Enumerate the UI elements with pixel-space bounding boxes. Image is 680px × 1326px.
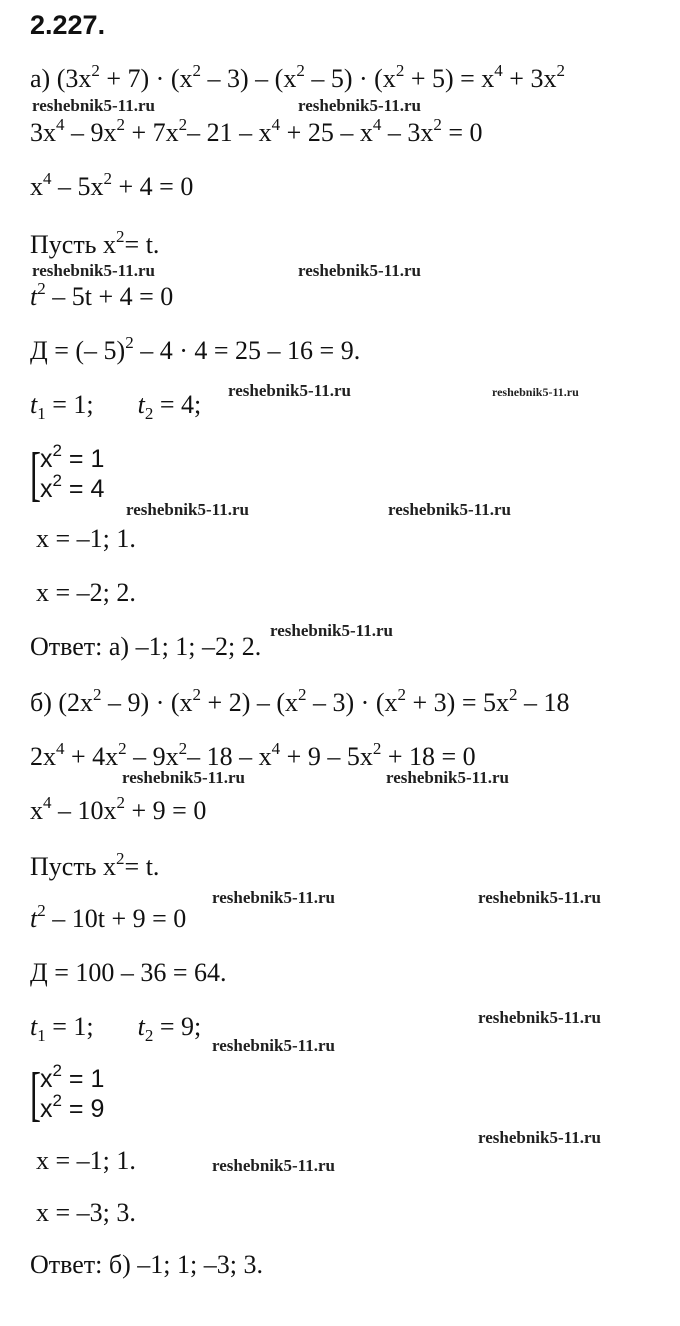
part-a-substitution: Пусть $x^2= t$. (30, 227, 160, 259)
part-b-simplified: $x^4 - 10x^2 + 9 = 0$ (30, 793, 207, 825)
part-a-discriminant: Д = (– 5)$^2$ – 4 · 4 = 25 – 16 = 9. (30, 333, 361, 365)
part-a-system-row-2: $x^2 = 4$ (40, 471, 105, 503)
part-b-system-row-2: $x^2 = 9$ (40, 1091, 105, 1123)
part-b-x-second: x = –3; 3. (36, 1198, 136, 1227)
part-b-quadratic: $t^2 - 10t + 9 = 0$ (30, 901, 187, 933)
watermark: reshebnik5-11.ru (270, 621, 393, 640)
watermark: reshebnik5-11.ru (212, 1156, 335, 1175)
watermark: reshebnik5-11.ru (478, 1128, 601, 1147)
part-a-answer: Ответ: а) –1; 1; –2; 2. (30, 632, 262, 661)
watermark: reshebnik5-11.ru (478, 888, 601, 907)
part-b-equation: б) $(2x^2 - 9) \cdot (x^2 + 2) - (x^2 - 3) \cdot (x^2 + 3) = 5x^2 - 18$ (30, 685, 570, 717)
watermark: reshebnik5-11.ru (388, 500, 511, 519)
part-b-x-first: x = –1; 1. (36, 1146, 136, 1175)
part-a-roots: $t_1 = 1$; $t_2 = 4$; (30, 390, 202, 423)
part-b-roots: $t_1 = 1$; $t_2 = 9$; (30, 1012, 202, 1045)
part-b-system-bracket: [ (30, 1061, 41, 1127)
part-a-x-second: x = –2; 2. (36, 578, 136, 607)
watermark: reshebnik5-11.ru (298, 261, 421, 280)
part-b-expansion: $2x^4 + 4x^2 - 9x^2-$ $18 - x^4 + 9 - 5x^2 + 18 = 0$ (30, 739, 476, 771)
part-b-discriminant: Д = 100 – 36 = 64. (30, 958, 227, 987)
watermark: reshebnik5-11.ru (122, 768, 245, 787)
part-a-expansion: $3x^4 - 9x^2 + 7x^2-$ $21 - x^4 + 25 - x^4 - 3x^2 = 0$ (30, 115, 483, 147)
watermark: reshebnik5-11.ru (228, 381, 351, 400)
watermark: reshebnik5-11.ru (386, 768, 509, 787)
part-a-simplified: $x^4 - 5x^2 + 4 = 0$ (30, 169, 194, 201)
part-a-x-first: x = –1; 1. (36, 524, 136, 553)
part-b-system-row-1: $x^2 = 1$ (40, 1061, 105, 1093)
watermark: reshebnik5-11.ru (298, 96, 421, 115)
watermark: reshebnik5-11.ru (212, 888, 335, 907)
watermark: reshebnik5-11.ru (126, 500, 249, 519)
watermark: reshebnik5-11.ru (478, 1008, 601, 1027)
watermark: reshebnik5-11.ru (32, 261, 155, 280)
part-b-substitution: Пусть $x^2= t$. (30, 849, 160, 881)
problem-number: 2.227. (30, 10, 106, 40)
part-a-system-row-1: $x^2 = 1$ (40, 441, 105, 473)
part-a-system-bracket: [ (30, 441, 41, 507)
watermark: reshebnik5-11.ru (212, 1036, 335, 1055)
part-a-quadratic: $t^2 - 5t + 4 = 0$ (30, 279, 174, 311)
part-b-answer: Ответ: б) –1; 1; –3; 3. (30, 1250, 263, 1279)
watermark: reshebnik5-11.ru (32, 96, 155, 115)
watermark: reshebnik5-11.ru (492, 385, 579, 399)
part-a-equation: а) $(3x^2 + 7) \cdot (x^2 - 3) - (x^2 - 5) \cdot (x^2 + 5) = x^4 + 3x^2$ (30, 61, 565, 93)
